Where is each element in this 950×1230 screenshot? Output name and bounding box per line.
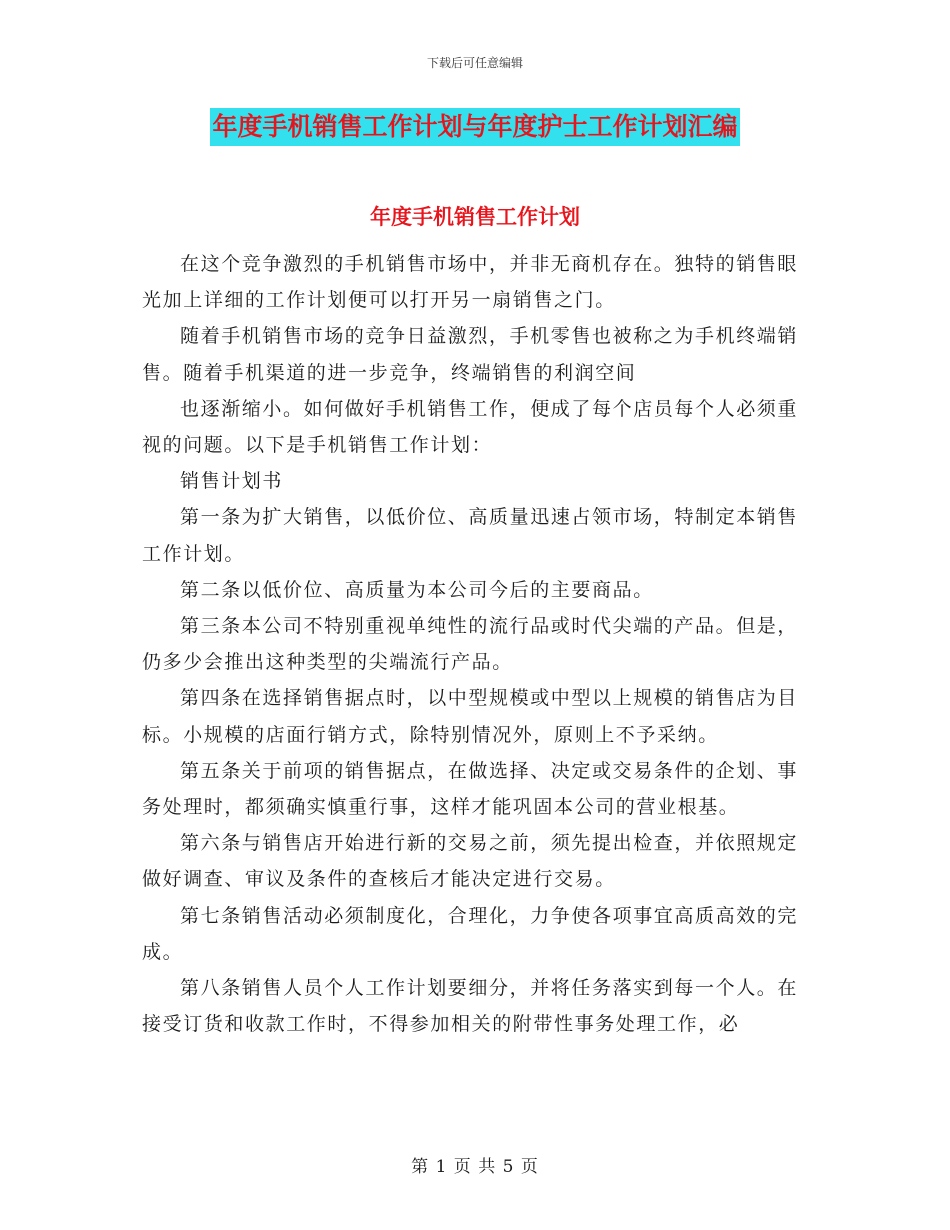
- paragraph: 第七条销售活动必须制度化，合理化，力争使各项事宜高质高效的完成。: [142, 904, 799, 963]
- paragraph: 第八条销售人员个人工作计划要细分，并将任务落实到每一个人。在接受订货和收款工作时，不得参加相关的附带性事务处理工作，必: [142, 977, 799, 1036]
- paragraph: 第一条为扩大销售，以低价位、高质量迅速占领市场，特制定本销售工作计划。: [142, 506, 799, 565]
- paragraph: 第六条与销售店开始进行新的交易之前，须先提出检查，并依照规定做好调查、审议及条件的查核后才能决定进行交易。: [142, 832, 799, 891]
- paragraph: 也逐渐缩小。如何做好手机销售工作，便成了每个店员每个人必须重视的问题。以下是手机销售工作计划：: [142, 397, 799, 457]
- document-body: [142, 246, 810, 1042]
- header-note: 下载后可任意编辑: [426, 56, 523, 70]
- document-main-title: 年度手机销售工作计划与年度护士工作计划汇编: [210, 108, 739, 146]
- paragraph: 第二条以低价位、高质量为本公司今后的主要商品。: [180, 578, 654, 601]
- paragraph: 在这个竞争激烈的手机销售市场中，并非无商机存在。独特的销售眼光加上详细的工作计划便可以打开另一扇销售之门。: [142, 253, 799, 312]
- paragraph: 第五条关于前项的销售据点，在做选择、决定或交易条件的企划、事务处理时，都须确实慎重行事，这样才能巩固本公司的营业根基。: [142, 759, 799, 819]
- paragraph: 随着手机销售市场的竞争日益激烈，手机零售也被称之为手机终端销售。随着手机渠道的进一步竞争，终端销售的利润空间: [142, 325, 799, 384]
- paragraph: 第三条本公司不特别重视单纯性的流行品或时代尖端的产品。但是，仍多少会推出这种类型的尖端流行产品。: [142, 615, 799, 674]
- paragraph: 销售计划书: [180, 470, 284, 493]
- page-number-footer: 第 1 页 共 5 页: [411, 1157, 539, 1177]
- paragraph: 第四条在选择销售据点时，以中型规模或中型以上规模的销售店为目标。小规模的店面行销方式，除特别情况外，原则上不予采纳。: [142, 687, 799, 746]
- main-title-container: [0, 108, 950, 146]
- section-title: 年度手机销售工作计划: [370, 205, 580, 229]
